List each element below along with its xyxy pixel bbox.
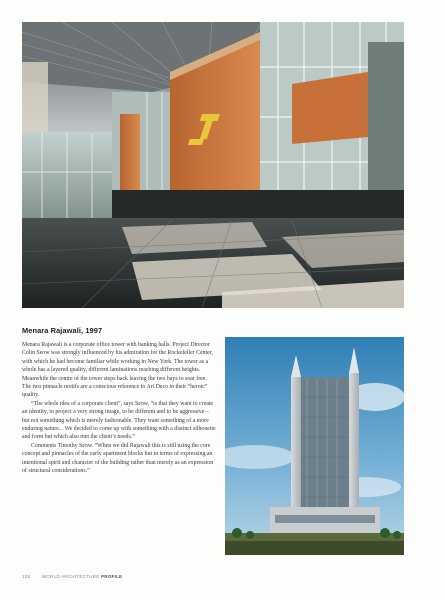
paragraph-3: Comments Timothy Seow. “When we did Rajawali this is still using the core concept and pinnacles of the early apartment blocks but in terms of expressing an intentional spirit and character of the building rather than merely as an expression of structural considerations.” bbox=[22, 442, 214, 475]
article-heading: Menara Rajawali, 1997 bbox=[22, 326, 103, 335]
page-number: 128 bbox=[22, 574, 31, 579]
lobby-interior-image bbox=[22, 22, 404, 308]
paragraph-1: Menara Rajawali is a corporate office tower with banking halls. Project Director Colin Seow was strongly influenced by his admiration for the Rockefeller Center, with which he had become familiar while working in New York. The tower as a whole has a layered quality, different laminations reaching different heights. Meanwhile the centre of the tower steps back leaving the two bays to soar free. The two pinnacle motifs are a conscious reference to Art Deco in their “heroic” quality. bbox=[22, 342, 213, 399]
tower-exterior-image bbox=[225, 337, 404, 555]
section-name: PROFILE bbox=[100, 574, 123, 579]
paragraph-2: “The whole idea of a corporate client”, says Seow, “is that they want to create an identity, to project a very strong image, to be different and to be aggressive – but not something which is merely fashionable. They want something of a more enduring nature... We decided to come up with something with a distinct silhouette and form but which also met the client’s needs.” bbox=[22, 400, 216, 441]
article-body bbox=[22, 341, 216, 476]
page-footer bbox=[22, 574, 122, 579]
publication-name: WORLD ARCHITECTURE bbox=[41, 574, 100, 579]
